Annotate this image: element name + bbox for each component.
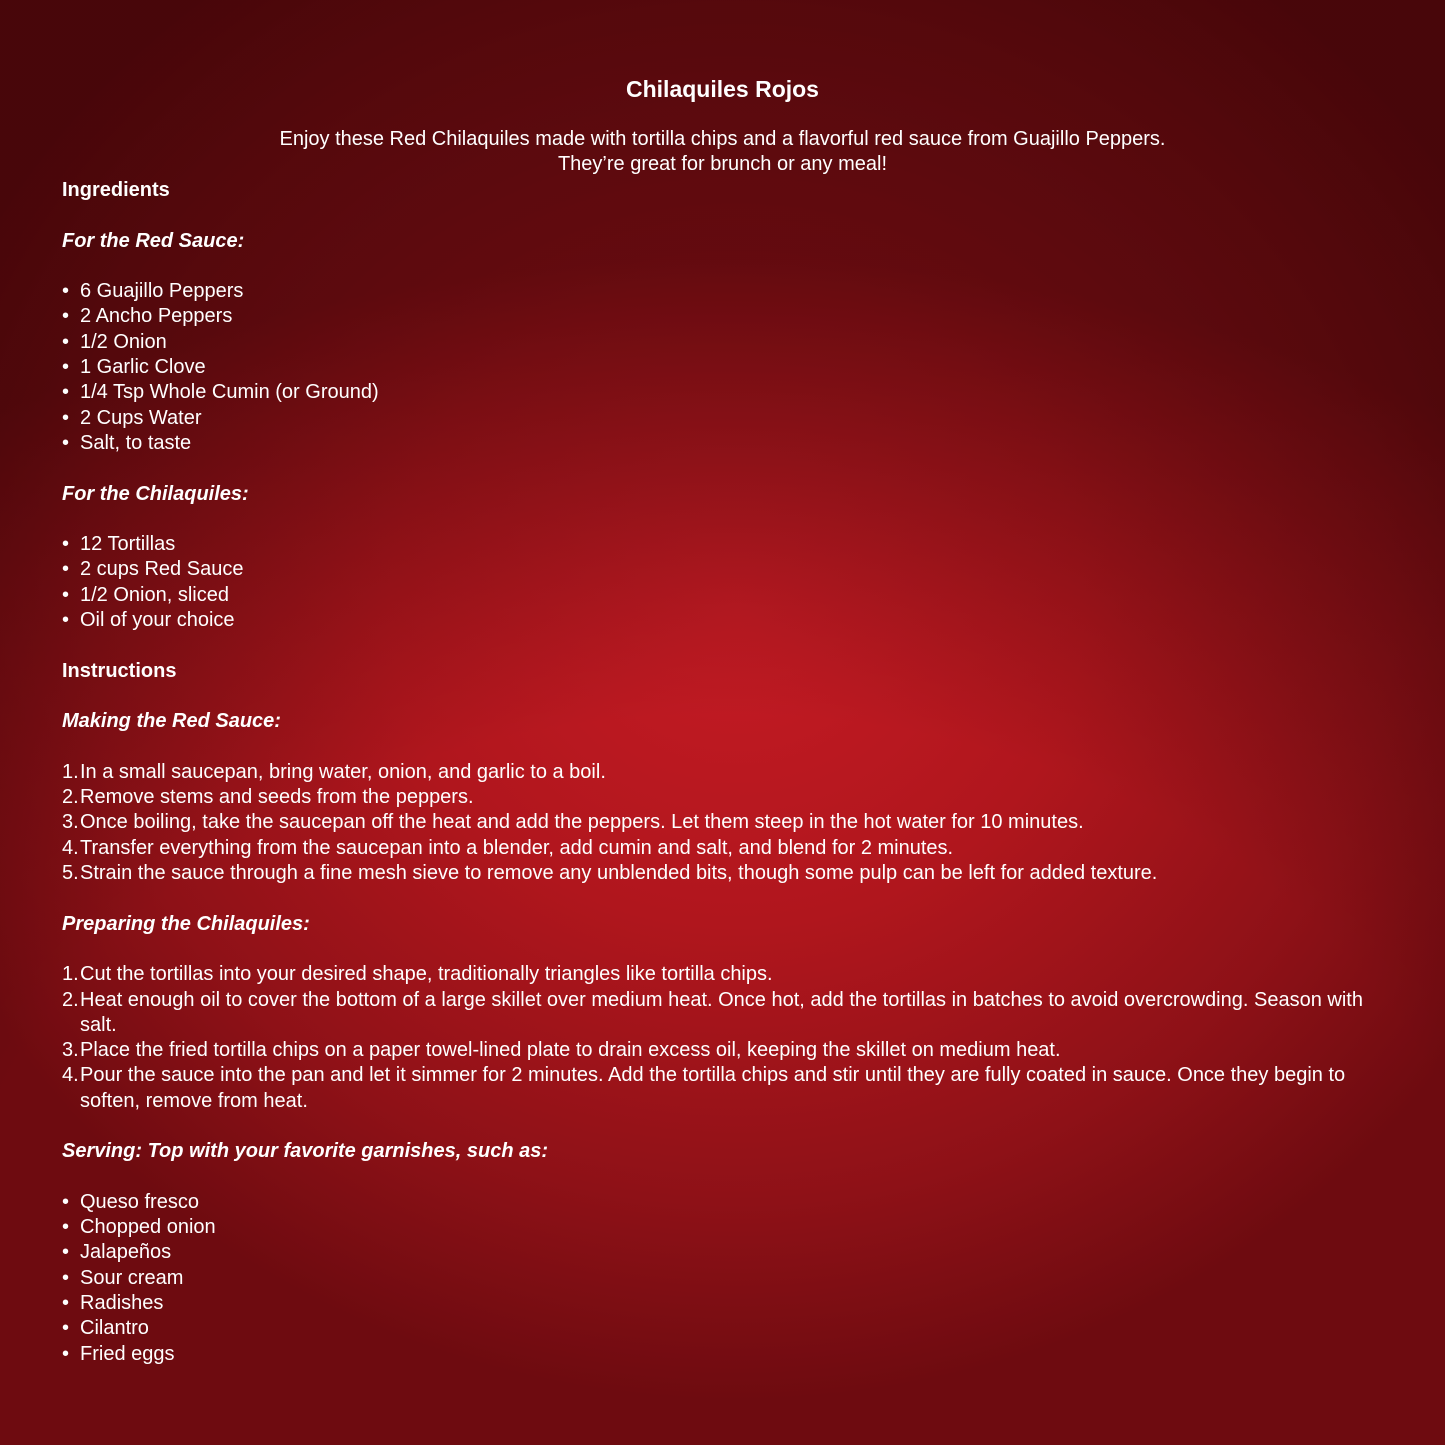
step-text: Remove stems and seeds from the peppers. — [80, 786, 474, 809]
step-item: 3. Place the fried tortilla chips on a paper towel-lined plate to drain excess oil, keeping the skillet on medium heat. — [62, 1039, 1061, 1062]
chilaquiles-heading: For the Chilaquiles: — [62, 482, 249, 505]
serving-heading: Serving: Top with your favorite garnishes, such as: — [62, 1140, 549, 1163]
recipe-intro — [0, 127, 1445, 178]
step-item: 5. Strain the sauce through a fine mesh sieve to remove any unblended bits, though some pulp can be left for added texture. — [62, 862, 1158, 885]
intro-line: They’re great for brunch or any meal! — [557, 153, 888, 176]
step-item: 1. Cut the tortillas into your desired shape, traditionally triangles like tortilla chips. — [62, 963, 773, 986]
intro-line: Enjoy these Red Chilaquiles made with tortilla chips and a flavorful red sauce from Guajillo Peppers. — [279, 128, 1166, 150]
step-item: 4. Pour the sauce into the pan and let it simmer for 2 minutes. Add the tortilla chips and stir until they are fully coated in sauce. Once they begin to soften, remove from heat. — [62, 1064, 1346, 1112]
sauce-ingredient-list — [62, 279, 1392, 456]
list-item: • 2 Ancho Peppers — [62, 304, 1392, 329]
step-text: Transfer everything from the saucepan into a blender, add cumin and salt, and blend for 2 minutes. — [80, 836, 954, 859]
step-text: Place the fried tortilla chips on a paper towel-lined plate to drain excess oil, keeping the skillet on medium heat. — [80, 1039, 1061, 1062]
recipe-title: Chilaquiles Rojos — [626, 76, 819, 102]
making-sauce-steps — [62, 760, 1392, 886]
ingredients-heading: Ingredients — [62, 179, 170, 201]
list-item: • Queso fresco — [62, 1190, 1392, 1215]
step-item: 4. Transfer everything from the saucepan into a blender, add cumin and salt, and blend for 2 minutes. — [62, 836, 954, 859]
list-item: • Jalapeños — [62, 1240, 1392, 1265]
step-item: 1. In a small saucepan, bring water, onion, and garlic to a boil. — [62, 760, 606, 783]
list-item: • 2 cups Red Sauce — [62, 557, 1392, 582]
list-item: • Salt, to taste — [62, 431, 1392, 456]
step-text: Heat enough oil to cover the bottom of a large skillet over medium heat. Once hot, add the tortillas in batches to avoid overcrowding. Season with salt. — [80, 988, 1363, 1036]
preparing-steps — [62, 962, 1392, 1114]
list-item: • 2 Cups Water — [62, 406, 1392, 431]
sauce-heading: For the Red Sauce: — [62, 229, 245, 252]
step-text: Pour the sauce into the pan and let it simmer for 2 minutes. Add the tortilla chips and stir until they are fully coated in sauce. Once they begin to soften, remove from heat. — [80, 1064, 1346, 1112]
step-text: In a small saucepan, bring water, onion, and garlic to a boil. — [80, 760, 606, 783]
list-item: • Fried eggs — [62, 1342, 1392, 1367]
list-item: • 6 Guajillo Peppers — [62, 279, 1392, 304]
instructions-heading: Instructions — [62, 659, 177, 682]
list-item: • 12 Tortillas — [62, 532, 1392, 557]
list-item: • Oil of your choice — [62, 608, 1392, 633]
list-item: • Sour cream — [62, 1266, 1392, 1291]
garnish-list — [62, 1190, 1392, 1367]
recipe-body — [62, 178, 1392, 1367]
step-text: Once boiling, take the saucepan off the heat and add the peppers. Let them steep in the hot water for 10 minutes. — [80, 811, 1084, 834]
list-item: • Cilantro — [62, 1316, 1392, 1341]
list-item: • 1 Garlic Clove — [62, 355, 1392, 380]
step-item: 2. Heat enough oil to cover the bottom of a large skillet over medium heat. Once hot, add the tortillas in batches to avoid overcrowding. Season with salt. — [62, 988, 1363, 1036]
chilaquiles-ingredient-list — [62, 532, 1392, 633]
list-item: • 1/2 Onion — [62, 330, 1392, 355]
step-item: 3. Once boiling, take the saucepan off the heat and add the peppers. Let them steep in the hot water for 10 minutes. — [62, 811, 1084, 834]
step-text: Strain the sauce through a fine mesh sieve to remove any unblended bits, though some pulp can be left for added texture. — [80, 862, 1158, 885]
step-item: 2. Remove stems and seeds from the peppers. — [62, 786, 474, 809]
list-item: • Chopped onion — [62, 1215, 1392, 1240]
list-item: • 1/4 Tsp Whole Cumin (or Ground) — [62, 380, 1392, 405]
list-item: • 1/2 Onion, sliced — [62, 583, 1392, 608]
list-item: • Radishes — [62, 1291, 1392, 1316]
preparing-heading: Preparing the Chilaquiles: — [62, 912, 310, 935]
step-text: Cut the tortillas into your desired shape, traditionally triangles like tortilla chips. — [80, 963, 773, 986]
making-sauce-heading: Making the Red Sauce: — [62, 710, 281, 733]
